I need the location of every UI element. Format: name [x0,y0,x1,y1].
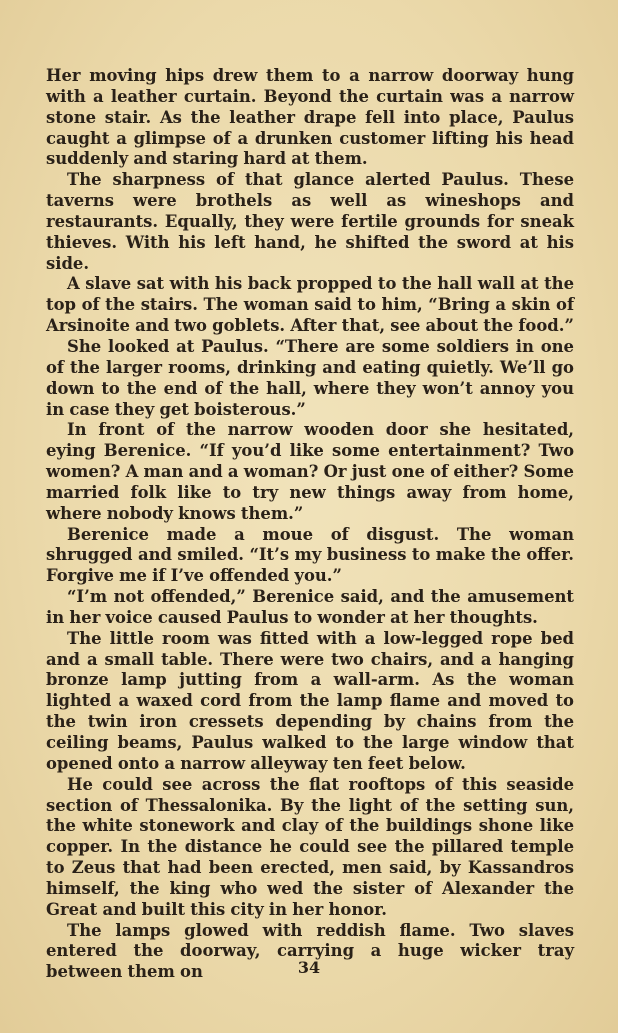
paragraph: Her moving hips drew them to a narrow doorway hung with a leather curtain. Beyond the curtain was a narrow stone stair. As the leather drape fell into place, Paulus caught a glimpse of a drunken customer lifting his head suddenly and staring hard at them. [46,66,574,169]
paragraph: In front of the narrow wooden door she hesitated, eying Berenice. “If you’d like some entertainment? Two women? A man and a woman? Or just one of either? Some married folk like to try new things away from home, where nobody knows them.” [46,420,574,523]
paragraph: The little room was fitted with a low-legged rope bed and a small table. There were two chairs, and a hanging bronze lamp jutting from a wall-arm. As the woman lighted a waxed cord from the lamp flame and moved to the twin iron cressets depending by chains from the ceiling beams, Paulus walked to the large window that opened onto a narrow alleyway ten feet below. [46,628,574,773]
body-text [46,66,574,983]
paragraph: “I’m not offended,” Berenice said, and the amusement in her voice caused Paulus to wonder at her thoughts. [46,587,574,627]
paragraph: The lamps glowed with reddish flame. Two slaves entered the doorway, carrying a huge wicker tray between them on [46,920,574,982]
paragraph: The sharpness of that glance alerted Paulus. These taverns were brothels as well as wineshops and restaurants. Equally, they were fertile grounds for sneak thieves. With his left hand, he shifted the sword at his side. [46,170,574,273]
paragraph: He could see across the flat rooftops of this seaside section of Thessalonika. By the light of the setting sun, the white stonework and clay of the buildings shone like copper. In the distance he could see the pillared temple to Zeus that had been erected, men said, by Kassandros himself, the king who wed the sister of Alexander the Great and built this city in her honor. [46,774,574,919]
paragraph: A slave sat with his back propped to the hall wall at the top of the stairs. The woman said to him, “Bring a skin of Arsinoite and two goblets. After that, see about the food.” [46,274,574,336]
page-number: 34 [297,958,321,977]
paragraph: She looked at Paulus. “There are some soldiers in one of the larger rooms, drinking and eating quietly. We’ll go down to the end of the hall, where they won’t annoy you in case they get boisterous.” [46,336,574,419]
paragraph: Berenice made a moue of disgust. The woman shrugged and smiled. “It’s my business to make the offer. Forgive me if I’ve offended you.” [46,524,574,586]
